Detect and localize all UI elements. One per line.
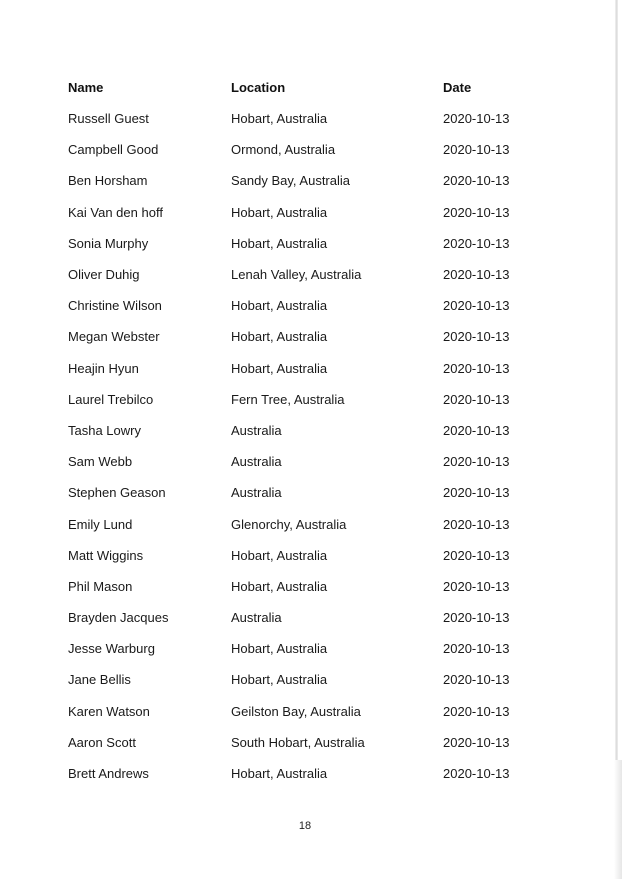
cell-name: Phil Mason <box>68 578 133 594</box>
cell-location: Fern Tree, Australia <box>231 391 345 407</box>
cell-name: Stephen Geason <box>68 485 166 501</box>
page-edge-shadow <box>615 0 618 879</box>
table-row <box>62 415 527 446</box>
cell-date: 2020-10-13 <box>443 766 510 782</box>
cell-date: 2020-10-13 <box>443 267 510 283</box>
cell-date: 2020-10-13 <box>443 142 510 158</box>
table-row <box>62 633 527 664</box>
cell-location: Hobart, Australia <box>231 547 328 563</box>
cell-location: Hobart, Australia <box>231 672 328 688</box>
cell-name: Laurel Trebilco <box>68 391 154 407</box>
cell-name: Megan Webster <box>68 329 160 345</box>
table-row <box>62 103 527 134</box>
cell-location: Hobart, Australia <box>231 111 328 127</box>
cell-name: Campbell Good <box>68 142 159 158</box>
cell-name: Sonia Murphy <box>68 235 149 251</box>
table-row <box>62 571 527 602</box>
table-row <box>62 727 527 758</box>
cell-name: Brayden Jacques <box>68 610 169 626</box>
table-row <box>62 477 527 508</box>
cell-location: Australia <box>231 610 282 626</box>
cell-date: 2020-10-13 <box>443 422 510 438</box>
cell-date: 2020-10-13 <box>443 204 510 220</box>
page-edge-shadow-bottom <box>614 760 622 879</box>
cell-location: Ormond, Australia <box>231 142 336 158</box>
cell-name: Christine Wilson <box>68 298 162 314</box>
cell-location: Sandy Bay, Australia <box>231 173 350 189</box>
cell-date: 2020-10-13 <box>443 360 510 376</box>
table-row <box>62 228 527 259</box>
cell-location: Geilston Bay, Australia <box>231 703 361 719</box>
table-row <box>62 540 527 571</box>
cell-date: 2020-10-13 <box>443 485 510 501</box>
table-row <box>62 384 527 415</box>
table-row <box>62 197 527 228</box>
cell-name: Sam Webb <box>68 454 133 470</box>
cell-date: 2020-10-13 <box>443 391 510 407</box>
cell-name: Matt Wiggins <box>68 547 144 563</box>
cell-date: 2020-10-13 <box>443 641 510 657</box>
table-header-row <box>62 72 527 103</box>
cell-name: Heajin Hyun <box>68 360 139 376</box>
cell-location: Hobart, Australia <box>231 204 328 220</box>
cell-date: 2020-10-13 <box>443 672 510 688</box>
cell-name: Jesse Warburg <box>68 641 155 657</box>
table-body <box>62 103 527 789</box>
cell-location: Hobart, Australia <box>231 329 328 345</box>
table-row <box>62 696 527 727</box>
table-row <box>62 664 527 695</box>
cell-location: Australia <box>231 422 282 438</box>
column-header-name: Name <box>68 80 104 95</box>
cell-date: 2020-10-13 <box>443 235 510 251</box>
cell-location: Hobart, Australia <box>231 298 328 314</box>
table-row <box>62 508 527 539</box>
cell-location: Hobart, Australia <box>231 235 328 251</box>
cell-date: 2020-10-13 <box>443 547 510 563</box>
cell-location: Glenorchy, Australia <box>231 516 347 532</box>
cell-name: Brett Andrews <box>68 766 149 782</box>
cell-date: 2020-10-13 <box>443 734 510 750</box>
cell-date: 2020-10-13 <box>443 173 510 189</box>
cell-name: Ben Horsham <box>68 173 148 189</box>
cell-location: Australia <box>231 454 282 470</box>
cell-name: Aaron Scott <box>68 734 136 750</box>
cell-date: 2020-10-13 <box>443 516 510 532</box>
cell-location: South Hobart, Australia <box>231 734 365 750</box>
cell-location: Australia <box>231 485 282 501</box>
cell-name: Jane Bellis <box>68 672 131 688</box>
cell-date: 2020-10-13 <box>443 578 510 594</box>
signatories-table <box>62 72 527 789</box>
table-row <box>62 321 527 352</box>
cell-location: Lenah Valley, Australia <box>231 267 362 283</box>
cell-date: 2020-10-13 <box>443 111 510 127</box>
table-row <box>62 446 527 477</box>
table-row <box>62 134 527 165</box>
cell-date: 2020-10-13 <box>443 454 510 470</box>
table-row <box>62 165 527 196</box>
cell-name: Karen Watson <box>68 703 150 719</box>
cell-date: 2020-10-13 <box>443 329 510 345</box>
cell-location: Hobart, Australia <box>231 641 328 657</box>
cell-name: Oliver Duhig <box>68 267 140 283</box>
cell-date: 2020-10-13 <box>443 703 510 719</box>
cell-date: 2020-10-13 <box>443 610 510 626</box>
column-header-location: Location <box>231 80 286 95</box>
cell-location: Hobart, Australia <box>231 360 328 376</box>
cell-location: Hobart, Australia <box>231 578 328 594</box>
column-header-date: Date <box>443 80 472 95</box>
cell-name: Kai Van den hoff <box>68 204 163 220</box>
table-row <box>62 602 527 633</box>
cell-name: Tasha Lowry <box>68 422 141 438</box>
cell-name: Russell Guest <box>68 111 149 127</box>
cell-location: Hobart, Australia <box>231 766 328 782</box>
cell-name: Emily Lund <box>68 516 133 532</box>
table-row <box>62 290 527 321</box>
table-row <box>62 758 527 789</box>
table-row <box>62 259 527 290</box>
page-number: 18 <box>298 820 312 832</box>
cell-date: 2020-10-13 <box>443 298 510 314</box>
table-row <box>62 353 527 384</box>
